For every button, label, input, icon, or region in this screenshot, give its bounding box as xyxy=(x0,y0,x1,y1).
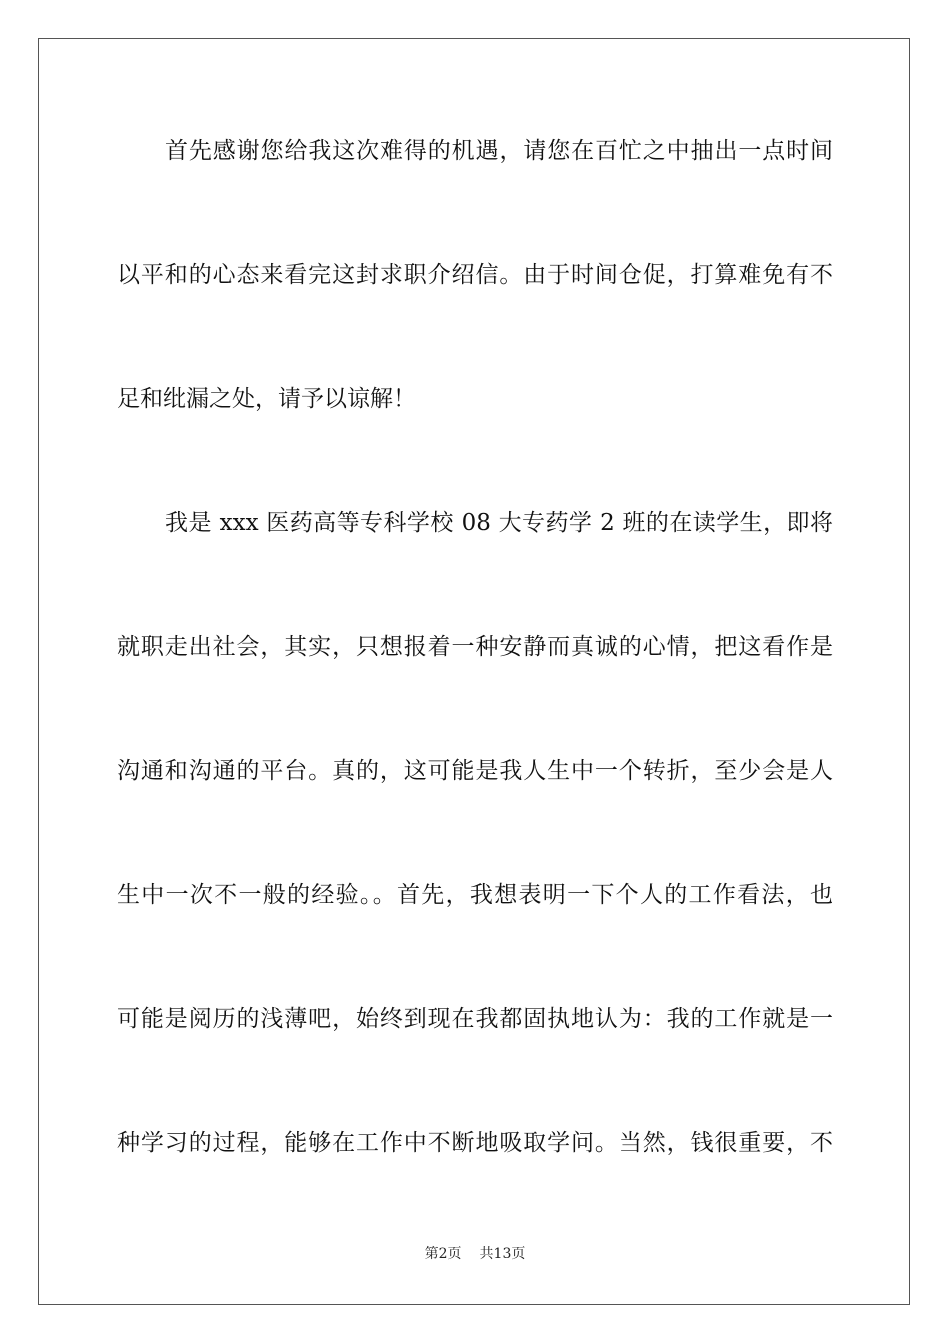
paragraph-2-line-1: 我是 xxx 医药高等专科学校 08 大专药学 2 班的在读学生，即将 xyxy=(165,510,833,536)
paragraph-2-line-6: 种学习的过程，能够在工作中不断地吸取学问。当然，钱很重要，不 xyxy=(117,1130,833,1156)
paragraph-1-line-2: 以平和的心态来看完这封求职介绍信。由于时间仓促，打算难免有不 xyxy=(117,262,833,288)
paragraph-2-line-4: 生中一次不一般的经验。。首先，我想表明一下个人的工作看法，也 xyxy=(117,882,833,908)
paragraph-2-line-3: 沟通和沟通的平台。真的，这可能是我人生中一个转折，至少会是人 xyxy=(117,758,833,784)
page-footer xyxy=(0,1244,950,1264)
page-number: 第2页 xyxy=(424,1246,462,1262)
page-border xyxy=(38,38,910,1305)
page-total: 共13页 xyxy=(479,1246,526,1262)
paragraph-1-line-3: 足和纰漏之处，请予以谅解！ xyxy=(117,386,416,412)
paragraph-2-line-2: 就职走出社会，其实，只想报着一种安静而真诚的心情，把这看作是 xyxy=(117,634,833,660)
paragraph-1-line-1: 首先感谢您给我这次难得的机遇，请您在百忙之中抽出一点时间 xyxy=(165,138,833,164)
paragraph-2-line-5: 可能是阅历的浅薄吧，始终到现在我都固执地认为：我的工作就是一 xyxy=(117,1006,833,1032)
